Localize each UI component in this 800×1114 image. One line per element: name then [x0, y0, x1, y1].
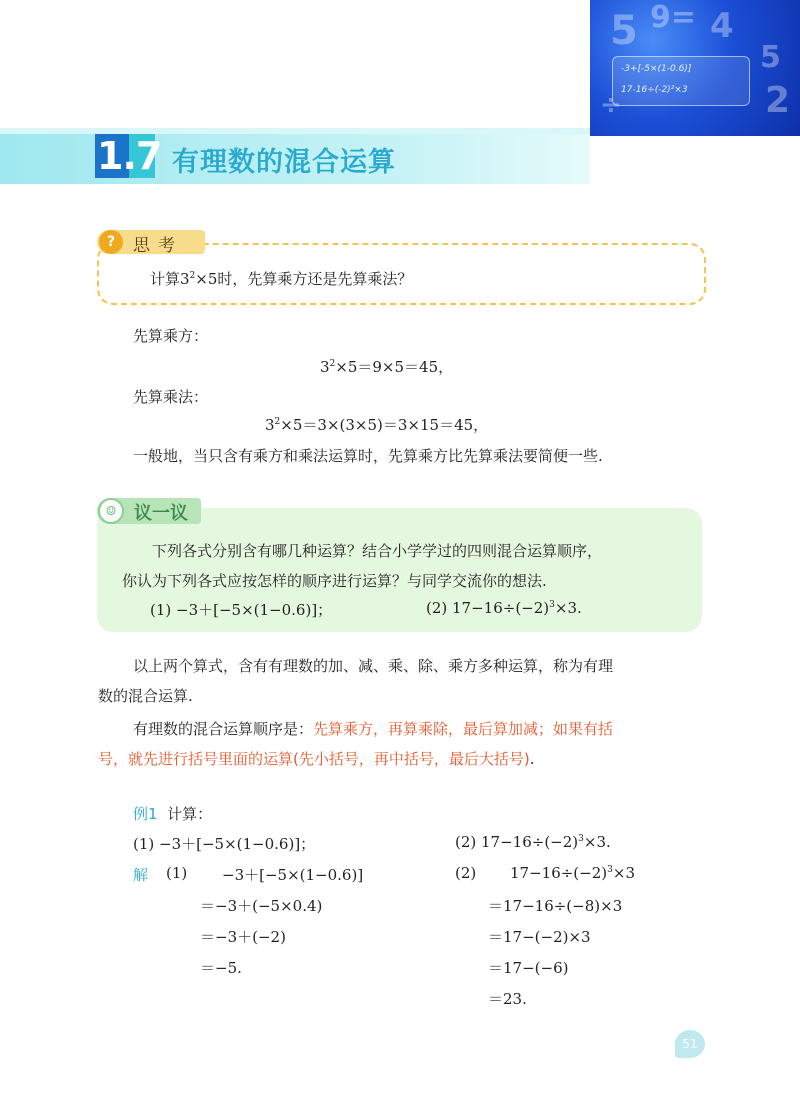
- think-question: 计算$3^2\times 5$时，先算乘方还是先算乘法？: [150, 270, 413, 288]
- discuss-expr-1: (1) −3＋[−5×(1−0.6)]；: [150, 601, 333, 619]
- example-label: 例1: [133, 805, 158, 823]
- bg-digit: 4: [710, 6, 734, 46]
- definition-line-1: 以上两个算式，含有有理数的加、减、乘、除、乘方多种运算，称为有理: [133, 657, 614, 675]
- discuss-line-2: 你认为下列各式应按怎样的顺序进行运算？与同学交流你的想法.: [122, 572, 547, 590]
- people-discussion-icon: ☺: [98, 498, 124, 524]
- bg-digit: 2: [765, 80, 791, 121]
- example-q1: (1) −3＋[−5×(1−0.6)]；: [133, 835, 316, 853]
- conclusion-text: 一般地，当只含有乘方和乘法运算时，先算乘方比先算乘法要简便一些.: [133, 447, 603, 465]
- lightbulb-icon: ?: [99, 230, 123, 254]
- solution-1-step: ＝−5.: [200, 959, 242, 977]
- section-number: 1.7: [97, 134, 162, 178]
- solution-2-step: $17-16\div(-2)^3\times 3$: [510, 864, 635, 882]
- order-line-1: [133, 718, 613, 739]
- order-intro: 有理数的混合运算顺序是：: [133, 720, 314, 738]
- solution-1-step: ＝−3＋(−2): [200, 928, 286, 946]
- example-heading: [133, 803, 212, 824]
- order-end: .: [529, 750, 535, 768]
- solution-2-step: ＝17−16÷(−8)×3: [488, 897, 623, 915]
- solution-1-step: ＝−3＋(−5×0.4): [200, 897, 323, 915]
- order-line-2: [98, 748, 535, 769]
- order-rule-2: 号，就先进行括号里面的运算(先小括号，再中括号，最后大括号): [98, 750, 530, 768]
- mult-first-calc: $3^2\times 5=3\times(3\times 5)=3\times 15=45$，: [265, 416, 489, 434]
- solution-1-label: (1): [166, 864, 188, 882]
- corner-formula-1: -3+[-5×(1-0.6)]: [621, 64, 692, 74]
- solution-2-step: ＝17−(−2)×3: [488, 928, 591, 946]
- bg-digit: ÷: [600, 90, 622, 120]
- discuss-label: 议一议: [134, 503, 188, 524]
- section-title: 有理数的混合运算: [172, 147, 396, 178]
- bg-digit: 5: [760, 40, 781, 75]
- order-rule-1: 先算乘方，再算乘除，最后算加减；如果有括: [313, 720, 614, 738]
- mult-first-label: 先算乘法：: [133, 388, 209, 406]
- power-first-label: 先算乘方：: [133, 327, 209, 345]
- think-label: 思考: [133, 236, 183, 256]
- example-prompt: 计算：: [167, 805, 213, 823]
- discuss-line-1: 下列各式分别含有哪几种运算？结合小学学过的四则混合运算顺序，: [152, 542, 603, 560]
- solution-1-step: −3＋[−5×(1−0.6)]: [222, 866, 364, 884]
- corner-formula-2: 17-16÷(-2)²×3: [621, 85, 688, 95]
- bg-digit: 5: [610, 8, 638, 54]
- bg-digit: 9=: [650, 0, 697, 35]
- solution-2-step: ＝23.: [488, 990, 527, 1008]
- corner-formula-card: [612, 56, 750, 106]
- power-first-calc: $3^2\times 5=9\times 5=45$，: [320, 358, 454, 376]
- solution-2-step: ＝17−(−6): [488, 959, 569, 977]
- page-number: 51: [675, 1030, 705, 1058]
- example-q2: (2) $17-16\div(-2)^3\times 3$.: [455, 833, 611, 851]
- solution-2-label: (2): [455, 864, 477, 882]
- definition-line-2: 数的混合运算.: [98, 687, 193, 705]
- solution-label: 解: [133, 866, 149, 884]
- discuss-expr-2: (2) $17-16\div(-2)^3\times 3$.: [426, 599, 582, 617]
